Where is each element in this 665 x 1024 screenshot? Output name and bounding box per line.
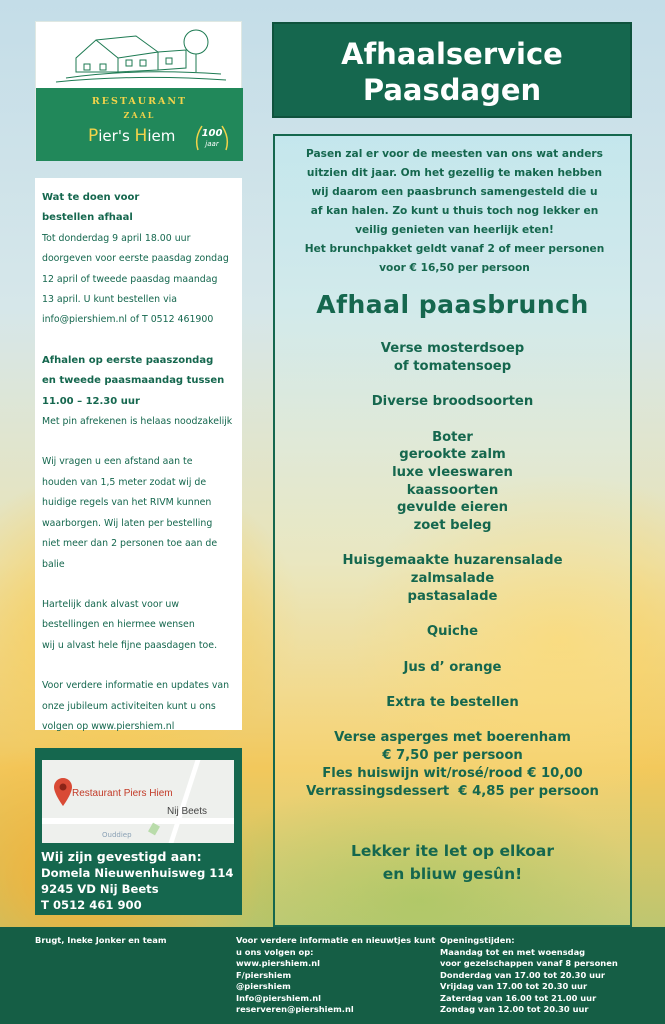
logo-name: Pier's Hiem	[88, 126, 176, 146]
menu-item: Jus d’ orange	[403, 659, 502, 675]
closing-message: Lekker ite let op elkoar en bliuw gesûn!	[350, 842, 554, 883]
brunch-menu-panel	[273, 134, 632, 927]
menu-item: zoet beleg	[413, 518, 492, 534]
menu-spacer	[275, 375, 630, 393]
svg-text:jaar: jaar	[205, 140, 219, 148]
map-pin-icon[interactable]	[54, 778, 72, 806]
address-city: 9245 VD Nij Beets	[41, 882, 159, 896]
menu-intro: Pasen zal er voor de meesten van ons wat anders uitzien dit jaar. Om het gezellig te maken hebben wij daarom een paasbrunch samengesteld die u af kan halen. Zo kunt u thuis toch nog lekker en veilig genieten van heerlijk eten! Het brunchpakket geldt vanaf 2 of meer personen voor € 16,50 per persoon	[304, 148, 605, 274]
logo-band	[36, 88, 243, 161]
menu-item: kaassoorten	[406, 482, 499, 498]
menu-item: € 7,50 per persoon	[382, 748, 523, 764]
menu-item: Extra te bestellen	[386, 695, 519, 711]
menu-item: of tomatensoep	[393, 358, 512, 374]
page-title	[272, 22, 632, 118]
address-block	[41, 849, 241, 913]
thanks-text: Hartelijk dank alvast voor uw bestellingen en hiermee wensen wij u alvast hele fijne paasdagen toe.	[42, 598, 218, 651]
distance-text: Wij vragen u een afstand aan te houden van 1,5 meter zodat wij de huidige regels van het RIVM kunnen waarborgen. Wij laten per bestelling niet meer dan 2 personen toe aan de balie	[42, 456, 218, 570]
order-info-panel	[35, 178, 242, 730]
menu-spacer	[275, 641, 630, 659]
title-line-2: Paasdagen	[362, 73, 542, 107]
map-road	[42, 818, 234, 824]
address-phone: T 0512 461 900	[41, 898, 142, 912]
menu-item: zalmsalade	[410, 571, 495, 587]
menu-heading: Afhaal paasbrunch	[316, 290, 589, 319]
menu-item: pastasalade	[407, 588, 498, 604]
menu-item: gerookte zalm	[399, 447, 506, 463]
map-road	[169, 760, 201, 843]
anniversary-badge-icon	[192, 122, 232, 154]
more-info-text: Voor verdere informatie en updates van onze jubileum activiteiten kunt u ons volgen op www.piershiem.nl	[42, 680, 230, 732]
pickup-note: Met pin afrekenen is helaas noodzakelijk	[42, 416, 233, 428]
map-park	[148, 823, 160, 836]
restaurant-logo	[35, 21, 242, 160]
address-heading: Wij zijn gevestigd aan:	[41, 849, 202, 864]
menu-spacer	[275, 676, 630, 694]
location-panel	[35, 748, 242, 915]
restaurant-building-illustration	[36, 22, 243, 88]
menu-item: Diverse broodsoorten	[371, 394, 534, 410]
footer	[0, 927, 665, 1024]
logo-restaurant-text: RESTAURANT	[91, 96, 188, 107]
map-pin-label: Restaurant Piers Hiem	[72, 788, 173, 799]
menu-spacer	[275, 712, 630, 730]
menu-item: Verse mosterdsoep	[380, 341, 525, 356]
menu-items	[275, 340, 630, 800]
menu-item: luxe vleeswaren	[392, 464, 513, 480]
footer-opening-hours: Openingstijden: Maandag tot en met woensdag voor gezelschappen vanaf 8 personen Donderdag van 17.00 tot 20.30 uur Vrijdag van 17.00 tot 20.30 uur Zaterdag van 16.00 tot 21.00 uur Zondag van 12.00 tot 20.30 uur	[440, 935, 618, 1014]
order-heading: Wat te doen voor bestellen afhaal	[42, 192, 140, 224]
svg-text:100: 100	[201, 128, 223, 139]
logo-zaal-text: ZAAL	[123, 110, 156, 120]
title-line-1: Afhaalservice	[341, 37, 563, 71]
menu-item: Verse asperges met boerenham	[334, 730, 571, 746]
menu-item: gevulde eieren	[396, 500, 509, 516]
map-road-label: Ouddiep	[102, 831, 132, 839]
map-place-label: Nij Beets	[167, 806, 208, 817]
menu-item: Huisgemaakte huzarensalade	[342, 553, 563, 569]
address-street: Domela Nieuwenhuisweg 114	[41, 866, 234, 880]
menu-spacer	[275, 411, 630, 429]
menu-item: Quiche	[426, 624, 479, 640]
menu-spacer	[275, 535, 630, 553]
footer-signature: Brugt, Ineke Jonker en team	[35, 935, 167, 945]
menu-item: Fles huiswijn wit/rosé/rood € 10,00	[322, 765, 583, 781]
menu-item: Boter	[432, 429, 473, 445]
menu-item: Verrassingsdessert € 4,85 per persoon	[306, 783, 599, 799]
menu-spacer	[275, 606, 630, 624]
order-text: Tot donderdag 9 april 18.00 uur doorgeven voor eerste paasdag zondag 12 april of tweede paasdag maandag 13 april. U kunt bestellen via info@piershiem.nl of T 0512 461900	[42, 232, 229, 326]
pickup-heading: Afhalen op eerste paaszondag en tweede paasmaandag tussen 11.00 – 12.30 uur	[42, 354, 225, 407]
footer-contact: Voor verdere informatie en nieuwtjes kunt u ons volgen op: www.piershiem.nl F/piershiem @piershiem Info@piershiem.nl reserveren@piershiem.nl	[236, 935, 436, 1014]
location-map[interactable]	[42, 760, 234, 843]
